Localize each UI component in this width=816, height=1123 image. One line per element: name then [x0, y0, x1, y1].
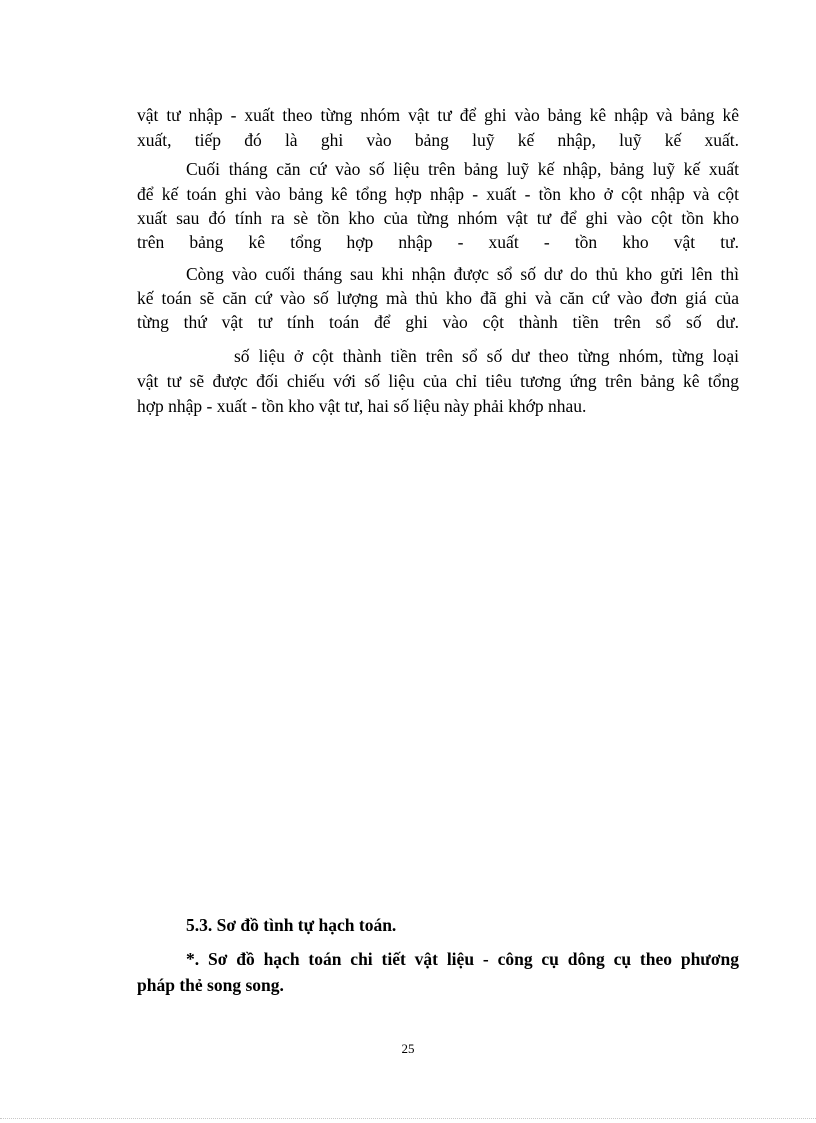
page-number: 25: [401, 1041, 415, 1056]
body-line: vật tư nhập - xuất theo từng nhóm vật tư để ghi vào bảng kê nhập và bảng kê: [137, 105, 739, 125]
body-line: trên bảng kê tổng hợp nhập - xuất - tồn kho vật tư.: [137, 232, 739, 252]
body-line: kế toán sẽ căn cứ vào số lượng mà thủ kho đã ghi và căn cứ vào đơn giá của: [137, 288, 739, 308]
body-line: số liệu ở cột thành tiền trên sổ số dư theo từng nhóm, từng loại: [234, 346, 739, 366]
body-line: xuất sau đó tính ra sè tồn kho của từng nhóm vật tư để ghi vào cột tồn kho: [137, 208, 739, 228]
body-line: xuất, tiếp đó là ghi vào bảng luỹ kế nhập, luỹ kế xuất.: [137, 130, 739, 150]
body-line: Còng vào cuối tháng sau khi nhận được sổ số dư do thủ kho gửi lên thì: [186, 264, 739, 284]
body-line: vật tư sẽ được đối chiếu với số liệu của chỉ tiêu tương ứng trên bảng kê tổng: [137, 371, 739, 391]
body-line: từng thứ vật tư tính toán để ghi vào cột thành tiền trên sổ số dư.: [137, 312, 739, 332]
body-line: Cuối tháng căn cứ vào số liệu trên bảng luỹ kế nhập, bảng luỹ kế xuất: [186, 159, 739, 179]
page-edge-divider: [0, 1118, 816, 1119]
subsection-heading: *. Sơ đồ hạch toán chi tiết vật liệu - công cụ dông cụ theo phương: [186, 949, 739, 969]
section-heading: 5.3. Sơ đồ tình tự hạch toán.: [186, 915, 397, 935]
body-line: hợp nhập - xuất - tồn kho vật tư, hai số liệu này phải khớp nhau.: [137, 396, 587, 416]
body-line: để kế toán ghi vào bảng kê tổng hợp nhập - xuất - tồn kho ở cột nhập và cột: [137, 184, 739, 204]
subsection-heading-cont: pháp thẻ song song.: [137, 975, 284, 995]
